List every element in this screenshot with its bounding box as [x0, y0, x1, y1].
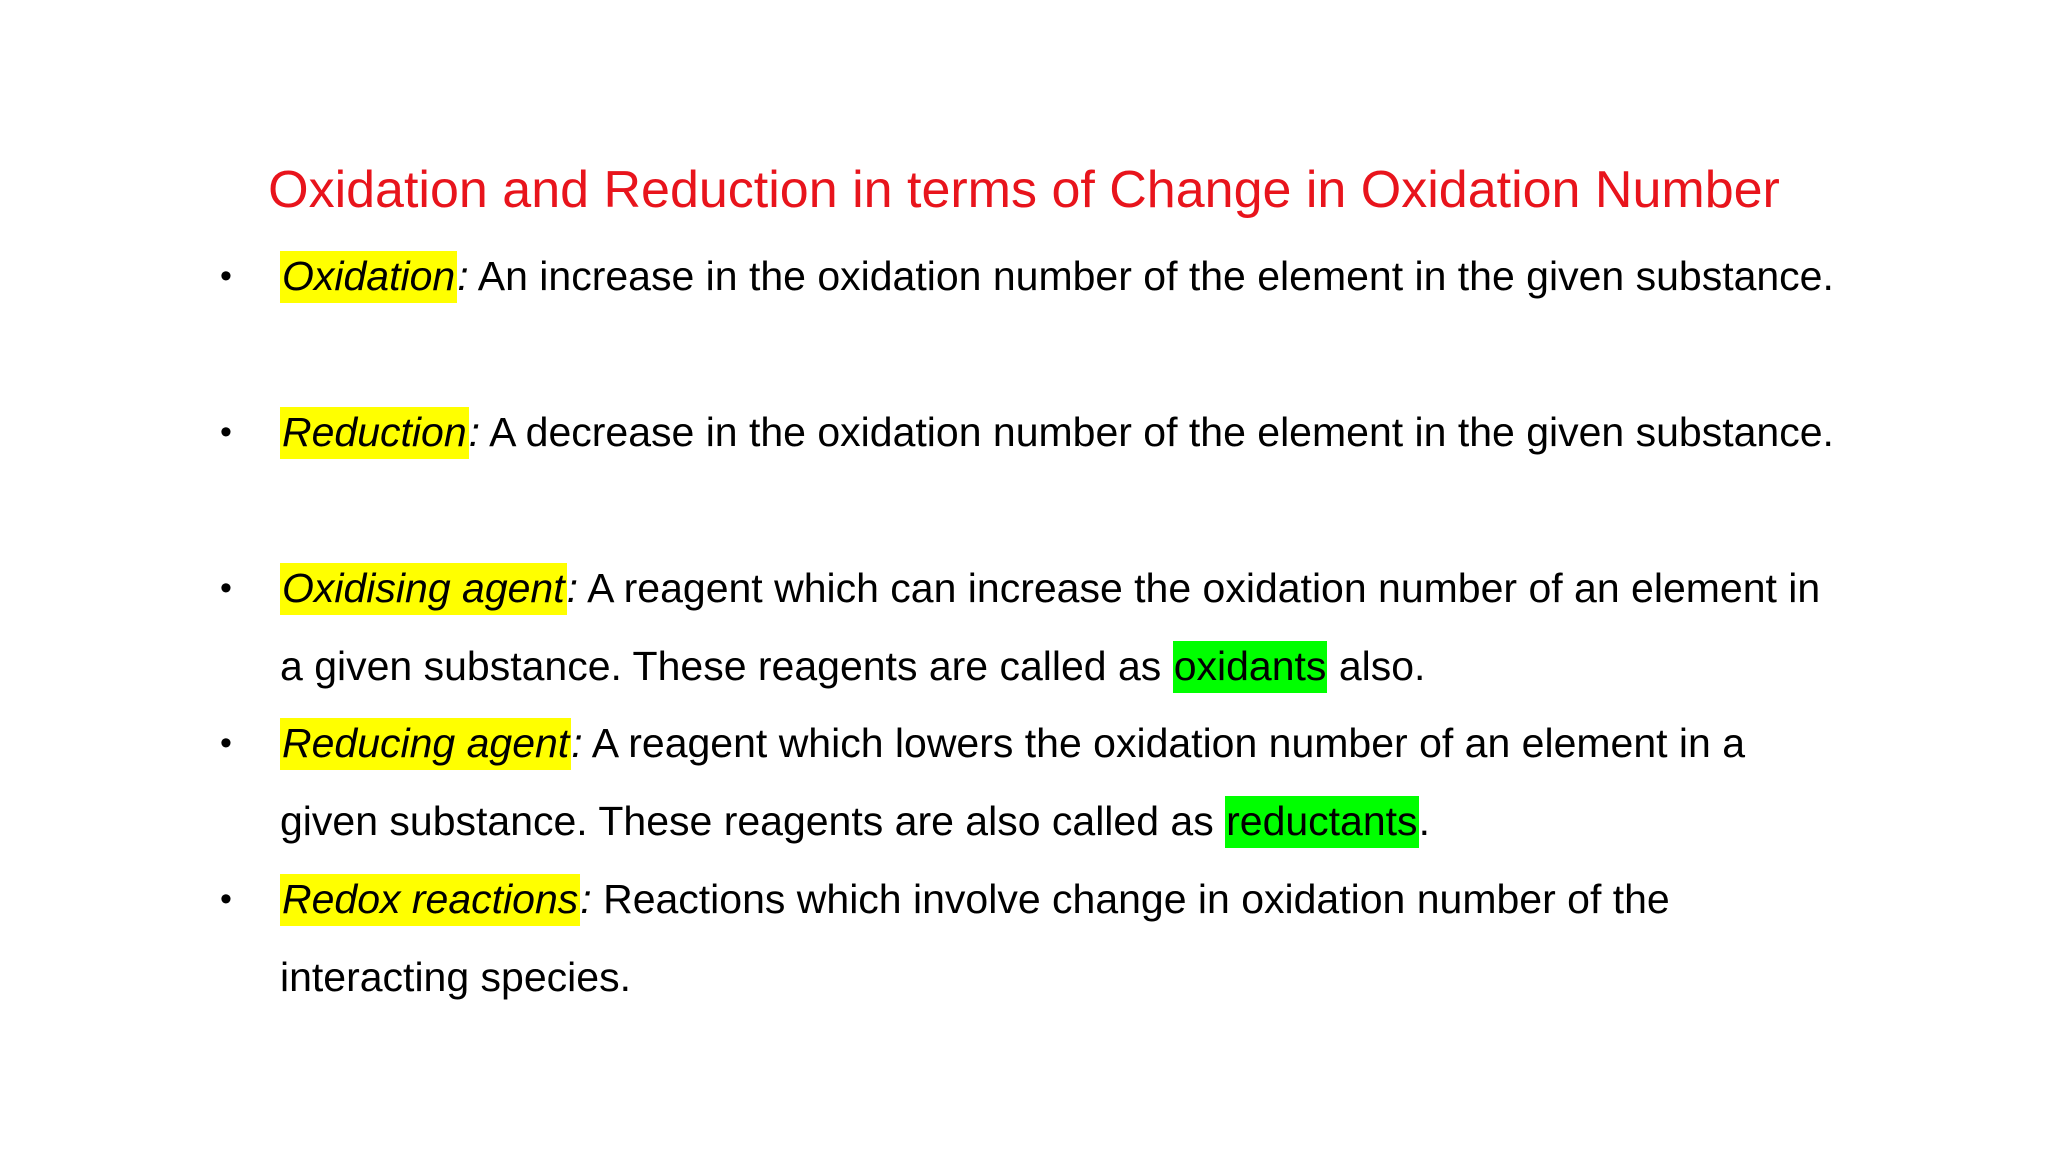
term-highlight: Reduction: [280, 407, 469, 459]
term-highlight: Oxidation: [280, 251, 457, 303]
definition-item-reducing-agent: [220, 704, 1840, 860]
definition-text: A reagent which can increase the oxidation number of an element in a given substance. These reagents are called as: [280, 565, 1821, 689]
definition-item-oxidation: [220, 237, 1840, 315]
bullet-icon: •: [220, 880, 232, 918]
keyword-highlight: reductants: [1225, 796, 1418, 848]
term-colon: :: [580, 876, 592, 922]
definition-text: A decrease in the oxidation number of the element in the given substance.: [480, 409, 1834, 455]
definition-text: An increase in the oxidation number of the element in the given substance.: [468, 253, 1834, 299]
definition-item-reduction: [220, 393, 1840, 471]
bullet-icon: •: [220, 257, 232, 295]
term-highlight: Reducing agent: [280, 718, 571, 770]
slide-title: Oxidation and Reduction in terms of Change in Oxidation Number: [268, 161, 1780, 219]
bullet-icon: •: [220, 413, 232, 451]
bullet-icon: •: [220, 724, 232, 762]
term-colon: :: [571, 720, 583, 766]
keyword-highlight: oxidants: [1173, 641, 1328, 693]
definition-tail: .: [1418, 798, 1430, 844]
term-colon: :: [566, 565, 579, 611]
term-colon: :: [468, 409, 481, 455]
term-highlight: Redox reactions: [280, 874, 580, 926]
definition-tail: also.: [1327, 643, 1426, 689]
definition-text: A reagent which lowers the oxidation number of an element in a given substance. These reagents are also called as: [280, 720, 1746, 844]
term-colon: :: [457, 253, 469, 299]
definition-text: Reactions which involve change in oxidation number of the interacting species.: [280, 876, 1670, 1000]
definition-item-redox-reactions: [220, 860, 1840, 1016]
definition-item-oxidising-agent: [220, 549, 1840, 705]
bullet-icon: •: [220, 569, 232, 607]
term-highlight: Oxidising agent: [280, 563, 567, 615]
